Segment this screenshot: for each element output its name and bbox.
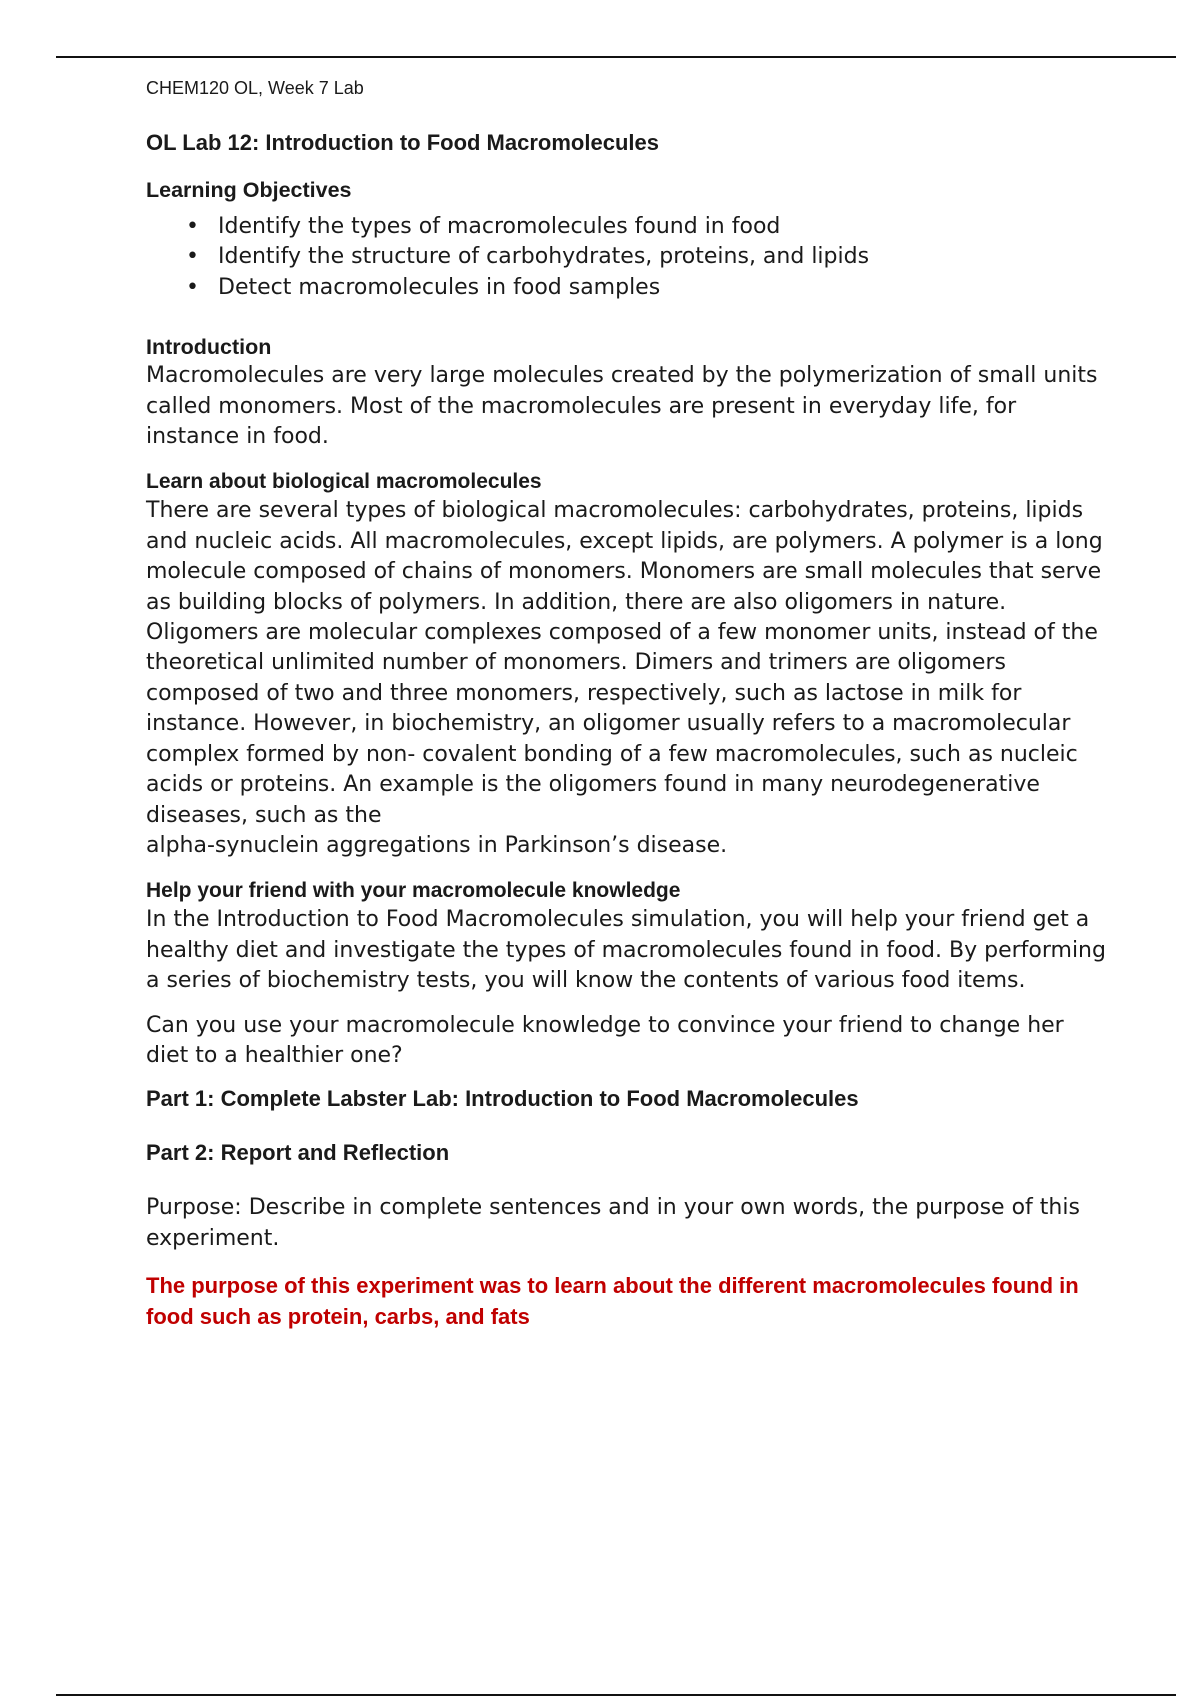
biological-paragraph-1: There are several types of biological macromolecules: carbohydrates, proteins, lipids and nucleic acids. All macromolecules, except lipids, are polymers. A polymer is a long molecule composed of chains of monomers. Monomers are small molecules that serve as building blocks of polymers. In addition, there are also oligomers in nature. xyxy=(146,498,1103,615)
help-heading: Help your friend with your macromolecule knowledge xyxy=(146,879,681,903)
biological-paragraph-2: Oligomers are molecular complexes composed of a few monomer units, instead of the theoretical unlimited number of monomers. Dimers and trimers are oligomers composed of two and three monomers, respectively, such as lactose in milk for instance. However, in biochemistry, an oligomer usually refers to a macromolecular complex formed by non- covalent bonding of a few macromolecules, such as nucleic acids or proteins. An example is the oligomers found in many neurodegenerative diseases, such as the xyxy=(146,620,1098,828)
objective-text: Detect macromolecules in food samples xyxy=(218,274,661,300)
biological-paragraph-3: alpha-synuclein aggregations in Parkinson’s disease. xyxy=(146,832,728,858)
list-item xyxy=(186,242,1106,272)
purpose-answer: The purpose of this experiment was to learn about the different macromolecules found in food such as protein, carbs, and fats xyxy=(146,1273,1079,1330)
top-rule xyxy=(56,56,1176,58)
bullet-icon: • xyxy=(186,274,199,300)
objectives-list xyxy=(146,212,1106,303)
purpose-prompt: Purpose: Describe in complete sentences and in your own words, the purpose of this experiment. xyxy=(146,1195,1080,1251)
introduction-heading: Introduction xyxy=(146,335,272,360)
bottom-rule xyxy=(56,1694,1176,1696)
objective-text: Identify the types of macromolecules found in food xyxy=(218,214,781,239)
objective-text: Identify the structure of carbohydrates, proteins, and lipids xyxy=(218,244,870,270)
learning-objectives-heading: Learning Objectives xyxy=(146,178,352,202)
help-paragraph-1: In the Introduction to Food Macromolecules simulation, you will help your friend get a healthy diet and investigate the types of macromolecules found in food. By performing a series of biochemistry tests, you will know the contents of various food items. xyxy=(146,907,1106,994)
introduction-text: Macromolecules are very large molecules created by the polymerization of small units called monomers. Most of the macromolecules are present in everyday life, for instance in food. xyxy=(146,363,1098,450)
help-paragraph-2: Can you use your macromolecule knowledge to convince your friend to change her diet to a healthier one? xyxy=(146,1012,1064,1068)
page-title: OL Lab 12: Introduction to Food Macromolecules xyxy=(146,130,659,155)
biological-heading: Learn about biological macromolecules xyxy=(146,470,542,494)
bullet-icon: • xyxy=(186,244,199,270)
part-1-heading: Part 1: Complete Labster Lab: Introduction to Food Macromolecules xyxy=(146,1086,859,1112)
list-item xyxy=(186,212,1106,242)
bullet-icon: • xyxy=(186,214,199,239)
document-body xyxy=(146,76,1106,1332)
part-2-heading: Part 2: Report and Reflection xyxy=(146,1140,450,1166)
course-header: CHEM120 OL, Week 7 Lab xyxy=(146,78,364,98)
list-item xyxy=(186,273,1106,303)
